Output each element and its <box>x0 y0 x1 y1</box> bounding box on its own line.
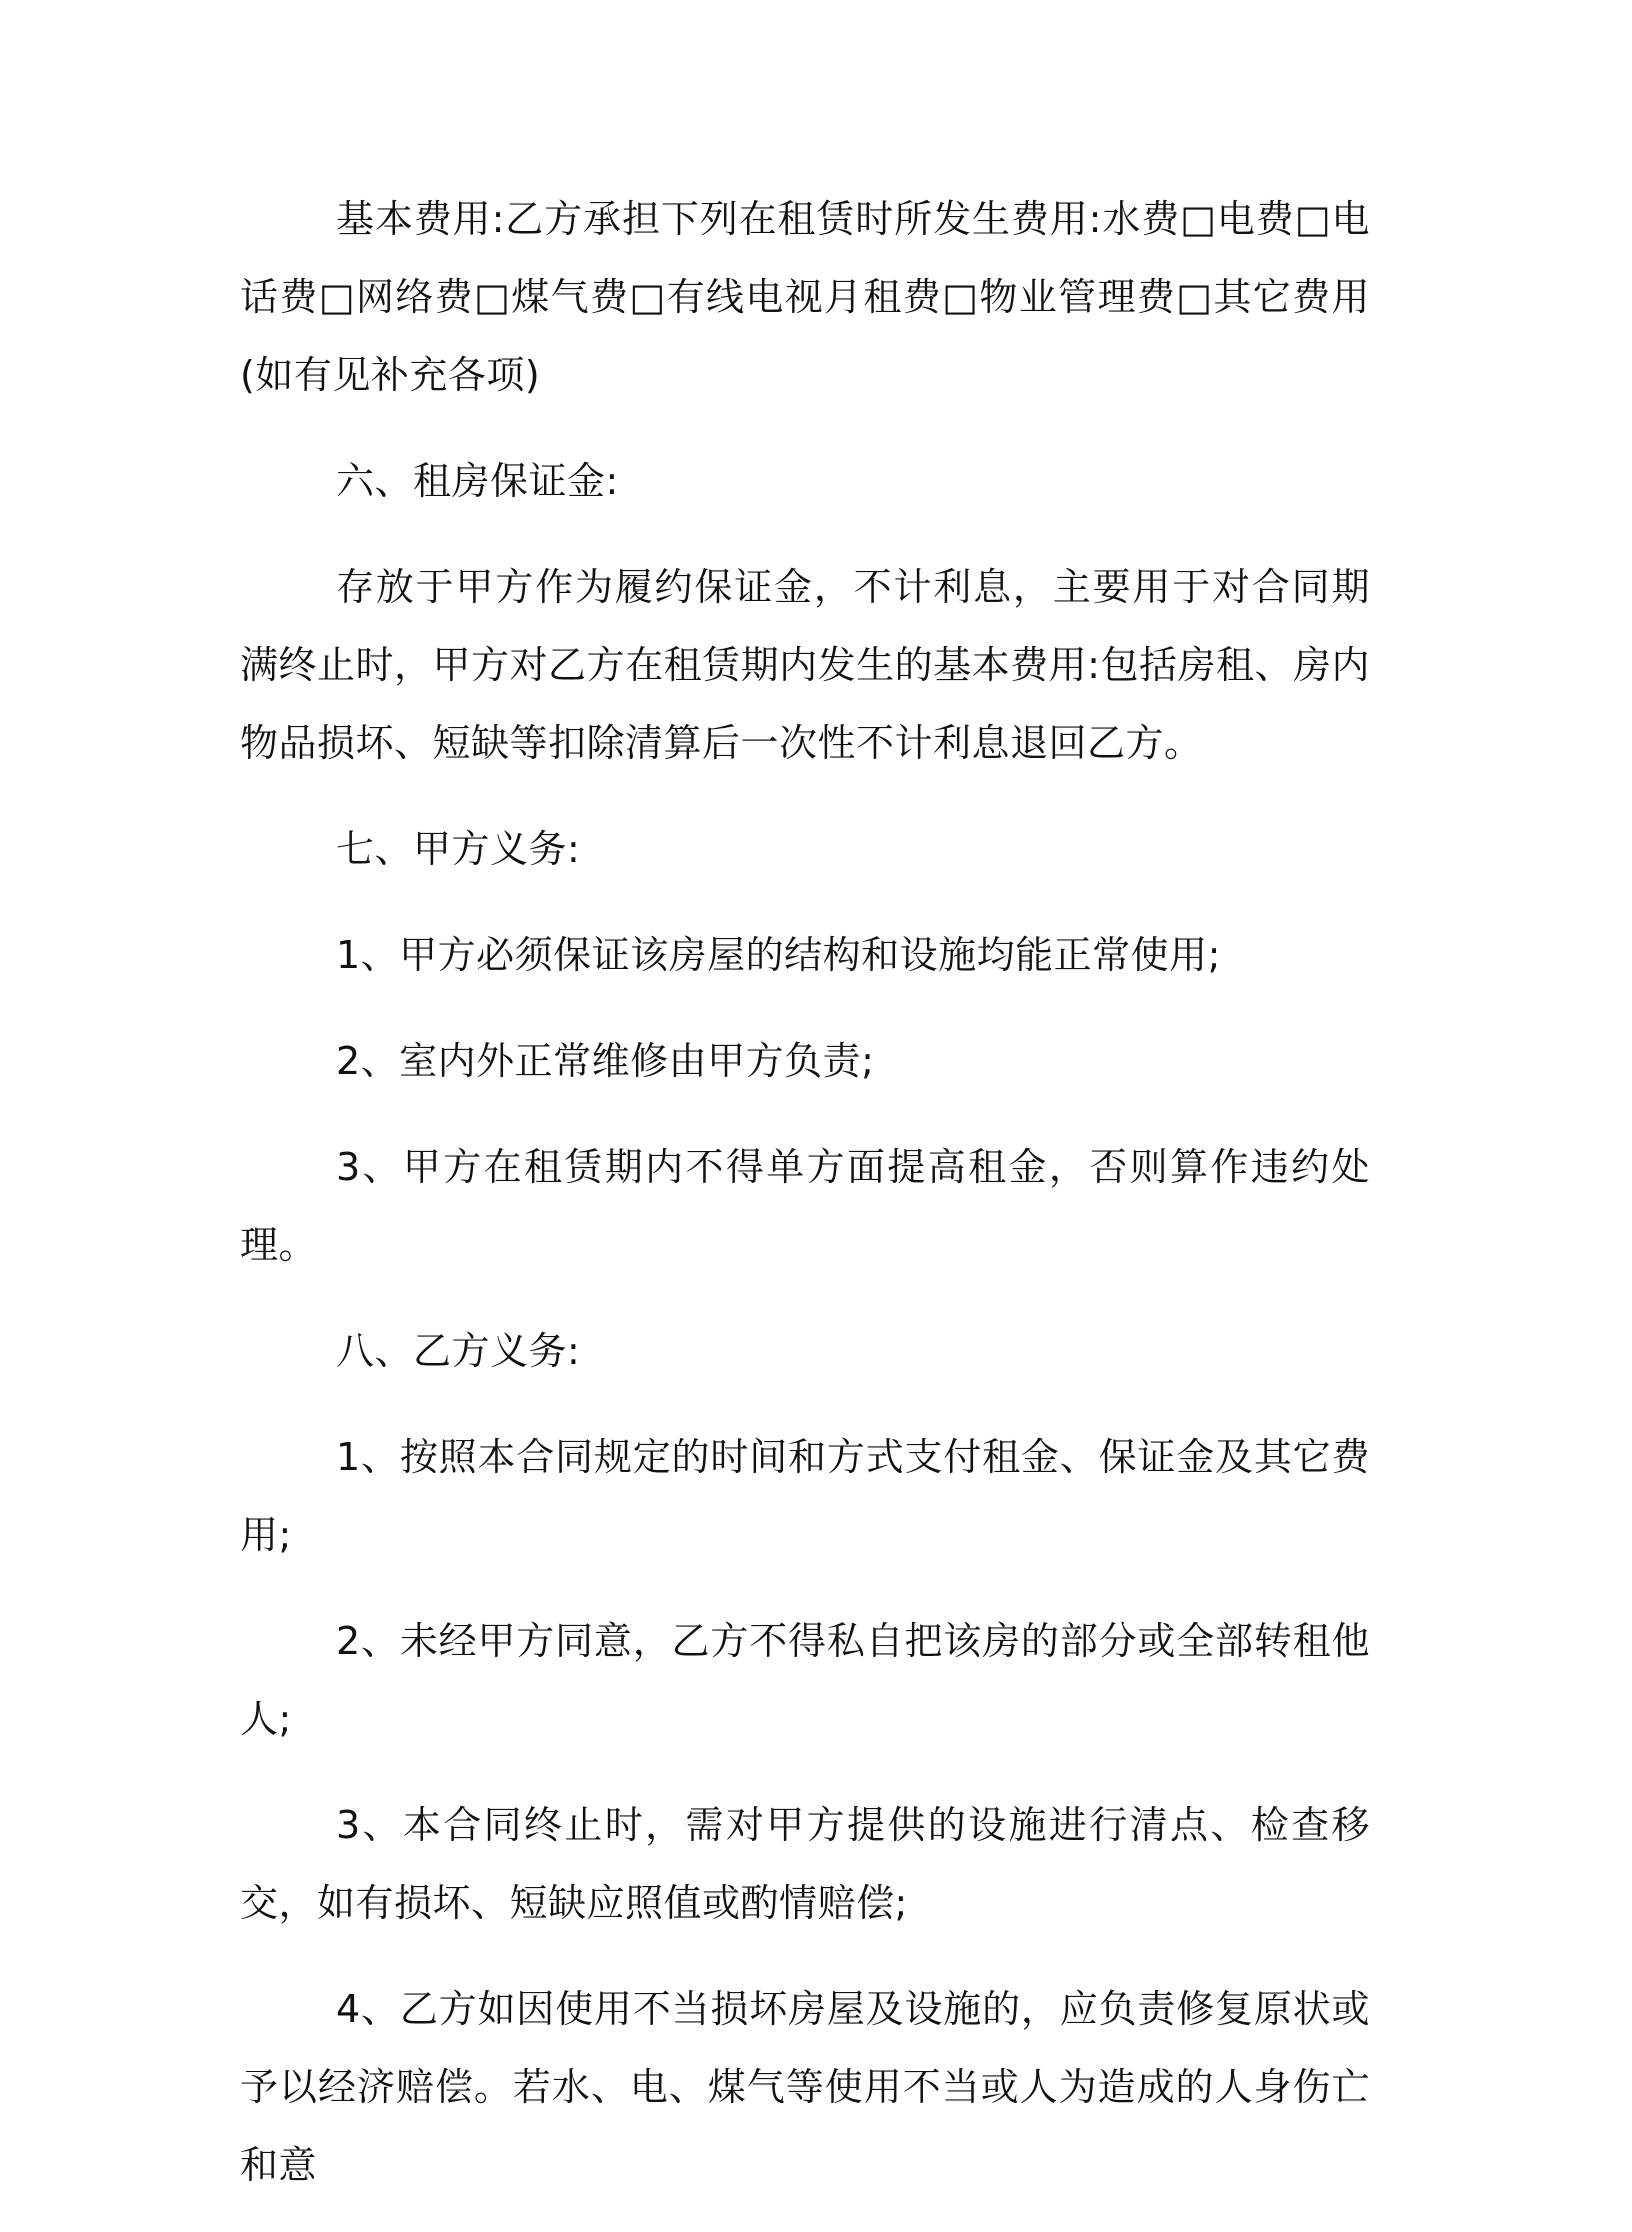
list-item-party-a-3: 3、甲方在租赁期内不得单方面提高租金，否则算作违约处理。 <box>240 1145 1370 1267</box>
list-item-party-b-2: 2、未经甲方同意，乙方不得私自把该房的部分或全部转租他人; <box>240 1619 1370 1741</box>
heading-section-8: 八、乙方义务: <box>336 1329 581 1373</box>
list-item-party-b-4: 4、乙方如因使用不当损坏房屋及设施的，应负责修复原状或予以经济赔偿。若水、电、煤气等使用不当或人为造成的人身伤亡和意 <box>240 1987 1370 2187</box>
list-item-party-b-1: 1、按照本合同规定的时间和方式支付租金、保证金及其它费用; <box>240 1435 1370 1557</box>
paragraph-basic-fees: 基本费用:乙方承担下列在租赁时所发生费用:水费□电费□电话费□网络费□煤气费□有线电视月租费□物业管理费□其它费用(如有见补充各项) <box>240 197 1370 397</box>
document-body <box>240 180 1370 2232</box>
paragraph-deposit: 存放于甲方作为履约保证金，不计利息，主要用于对合同期满终止时，甲方对乙方在租赁期内发生的基本费用:包括房租、房内物品损坏、短缺等扣除清算后一次性不计利息退回乙方。 <box>240 565 1370 765</box>
list-item-party-a-1: 1、甲方必须保证该房屋的结构和设施均能正常使用; <box>336 933 1221 977</box>
list-item-party-a-2: 2、室内外正常维修由甲方负责; <box>336 1039 875 1083</box>
heading-section-7: 七、甲方义务: <box>336 827 581 871</box>
list-item-party-b-3: 3、本合同终止时，需对甲方提供的设施进行清点、检查移交，如有损坏、短缺应照值或酌情赔偿; <box>240 1803 1370 1925</box>
heading-section-6: 六、租房保证金: <box>336 459 619 503</box>
